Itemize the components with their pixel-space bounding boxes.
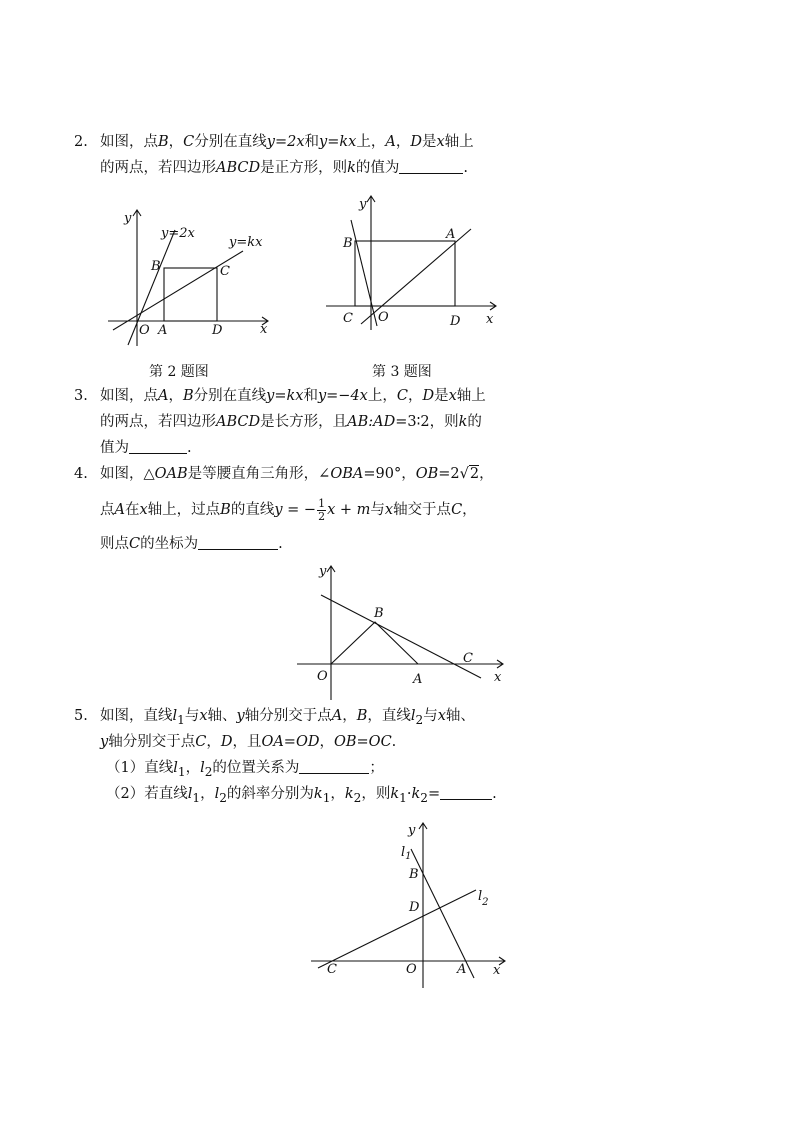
- question-text-line: 如图，直线$l_1$与x轴、y轴分别交于点A，B，直线$l_2$与x轴、: [100, 708, 475, 727]
- question-text-line: 值为 .: [100, 435, 192, 461]
- question-text-line: 的两点，若四边形ABCD是正方形，则k的值为 .: [100, 155, 468, 181]
- svg-text:y: y: [319, 564, 327, 579]
- svg-text:y: y: [408, 823, 416, 838]
- svg-text:y: y: [124, 211, 132, 226]
- svg-text:x: x: [486, 312, 494, 327]
- svg-text:A: A: [457, 962, 467, 977]
- question-number: 3.: [74, 388, 88, 404]
- svg-text:O: O: [378, 310, 389, 325]
- svg-text:A: A: [413, 672, 423, 687]
- svg-text:B: B: [343, 236, 353, 251]
- svg-text:D: D: [450, 314, 461, 329]
- svg-text:D: D: [212, 323, 223, 338]
- svg-text:x: x: [260, 322, 268, 337]
- svg-text:x: x: [493, 963, 501, 978]
- question-text-line: 的两点，若四边形ABCD是长方形，且AB:AD=3∶2，则k的: [100, 414, 482, 430]
- question-text-line: 如图，△OAB是等腰直角三角形，∠OBA=90°，OB=2√2，: [100, 466, 494, 482]
- svg-text:l1: $l_1$: [401, 845, 412, 862]
- question-number: 2.: [74, 134, 88, 150]
- question-text-line: 如图，点B，C分别在直线y=2x和y=kx上，A，D是x轴上: [100, 134, 474, 150]
- question-text-line: 如图，点A，B分别在直线y=kx和y=−4x上，C，D是x轴上: [100, 388, 486, 404]
- figure-3-caption: 第 3 题图: [372, 364, 432, 380]
- svg-text:B: B: [374, 606, 384, 621]
- question-part-2: （2）若直线$l_1$，$l_2$的斜率分别为$k_1$，$k_2$，则$k_1\cdot k_2=$ .: [106, 781, 497, 811]
- svg-text:C: C: [463, 651, 473, 666]
- svg-text:O: O: [317, 669, 328, 684]
- question-number: 4.: [74, 466, 88, 482]
- svg-text:A: A: [158, 323, 168, 338]
- question-text-line: 点A在x轴上，过点B的直线y = − $\frac{1}{2}$ x + m与x轴交于点C，: [100, 496, 477, 523]
- svg-text:C: C: [220, 264, 230, 279]
- svg-text:A: A: [446, 227, 456, 242]
- svg-text:C: C: [343, 311, 353, 326]
- fraction: $\frac{1}{2}$: [318, 496, 326, 523]
- question-text-line: y轴分别交于点C，D，且OA=OD，OB=OC.: [100, 734, 397, 750]
- svg-text:D: D: [409, 900, 420, 915]
- svg-text:y=2x: y=2x: [161, 226, 195, 241]
- svg-text:O: O: [139, 323, 150, 338]
- svg-text:C: C: [327, 962, 337, 977]
- question-number: 5.: [74, 708, 88, 724]
- question-part-1: （1）直线$l_1$，$l_2$的位置关系为 ；: [106, 755, 384, 785]
- question-text-line: 则点C的坐标为 .: [100, 531, 283, 557]
- svg-text:O: O: [406, 962, 417, 977]
- figure-2-caption: 第 2 题图: [149, 364, 209, 380]
- svg-text:B: B: [151, 259, 161, 274]
- svg-text:y=kx: y=kx: [229, 235, 263, 250]
- svg-text:y: y: [359, 197, 367, 212]
- svg-text:x: x: [494, 670, 502, 685]
- svg-text:l2: $l_2$: [478, 889, 489, 908]
- svg-text:B: B: [409, 867, 419, 882]
